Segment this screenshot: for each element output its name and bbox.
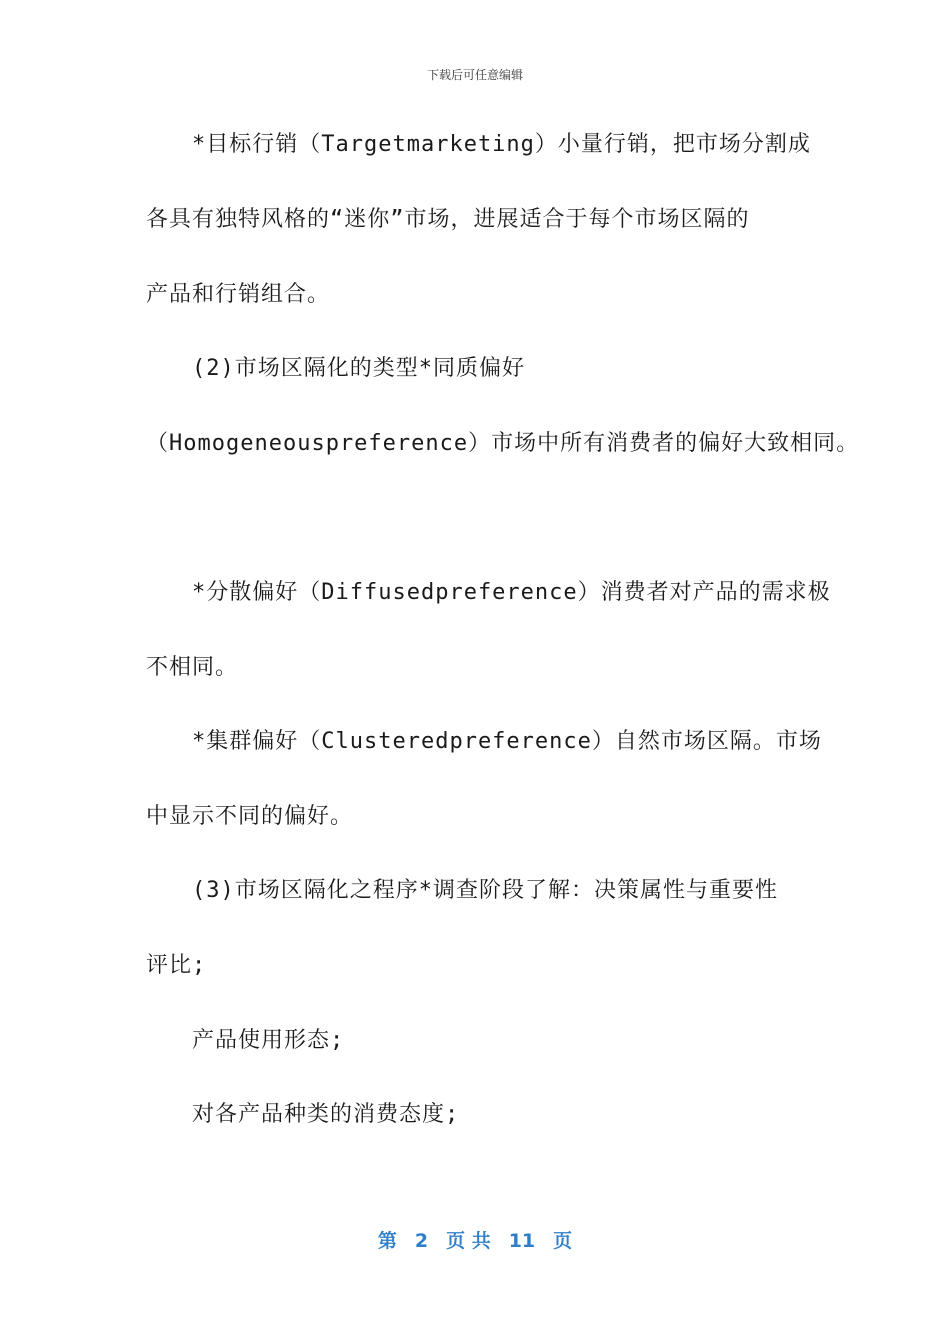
- paragraph-line: （Homogeneouspreference）市场中所有消费者的偏好大致相同。: [146, 431, 860, 456]
- page-footer: [0, 1226, 950, 1253]
- paragraph-line: *集群偏好（Clusteredpreference）自然市场区隔。市场: [192, 729, 822, 754]
- paragraph-line: 各具有独特风格的“迷你”市场，进展适合于每个市场区隔的: [146, 207, 750, 232]
- total-pages-number: 11: [508, 1230, 536, 1252]
- paragraph-line: 对各产品种类的消费态度;: [192, 1102, 460, 1127]
- paragraph-line: 产品使用形态;: [192, 1028, 345, 1053]
- current-page-number: 2: [414, 1230, 429, 1252]
- footer-prefix: 第: [377, 1230, 397, 1252]
- paragraph-line: *分散偏好（Diffusedpreference）消费者对产品的需求极: [192, 580, 831, 605]
- paragraph-line: (3)市场区隔化之程序*调查阶段了解：决策属性与重要性: [192, 878, 778, 903]
- paragraph-line: 评比;: [146, 953, 207, 978]
- paragraph-line: 中显示不同的偏好。: [146, 804, 354, 829]
- footer-suffix: 页: [553, 1230, 573, 1252]
- paragraph-line: *目标行销（Targetmarketing）小量行销，把市场分割成: [192, 132, 811, 157]
- footer-middle: 页 共: [446, 1230, 491, 1252]
- paragraph-line: 产品和行销组合。: [146, 282, 331, 307]
- paragraph-line: 不相同。: [146, 655, 239, 680]
- header-note: 下载后可任意编辑: [426, 68, 523, 82]
- paragraph-line: (2)市场区隔化的类型*同质偏好: [192, 356, 525, 381]
